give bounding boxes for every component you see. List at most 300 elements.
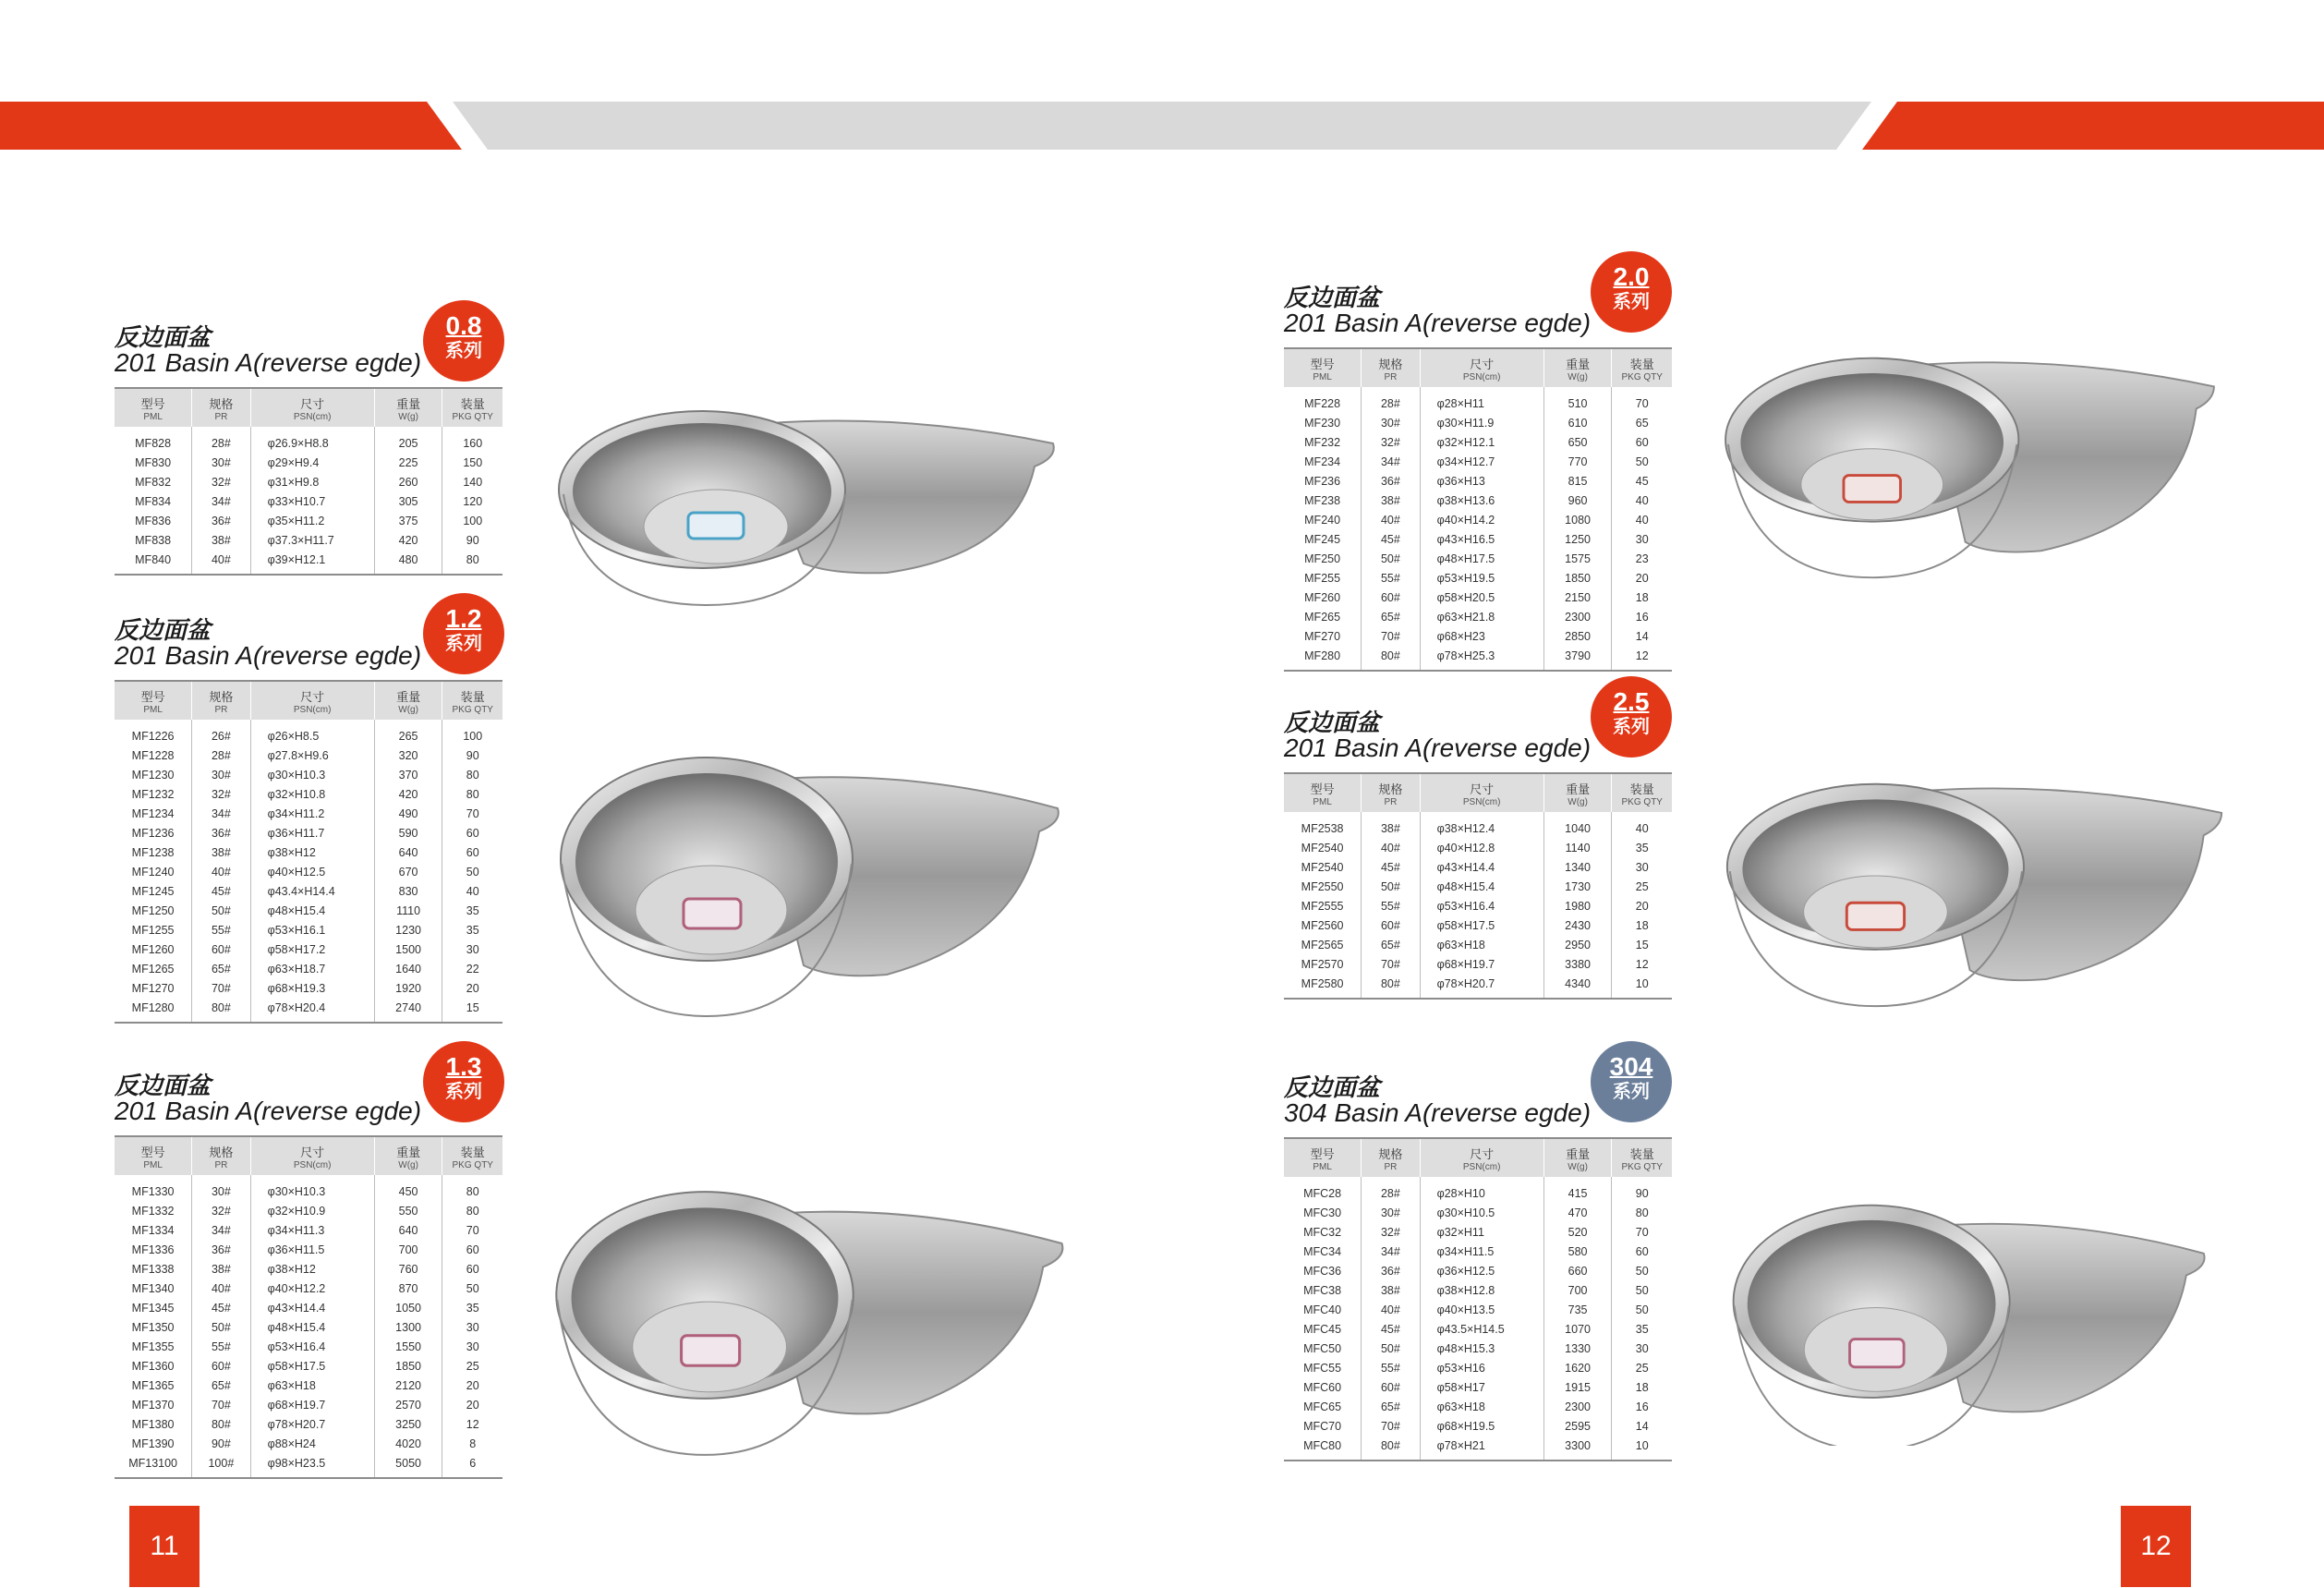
- table-row: [1284, 975, 1672, 999]
- dimension-cell: φ98×H23.5: [250, 1454, 374, 1478]
- series-badge: [423, 300, 504, 382]
- model-cell: MF270: [1304, 630, 1341, 643]
- weight-cell: 640: [374, 843, 442, 863]
- package-qty-cell: 35: [442, 921, 502, 940]
- dimension-cell: φ34×H11.5: [1420, 1243, 1543, 1262]
- model-cell: MF1330: [131, 1185, 175, 1198]
- dimension-cell: φ40×H14.2: [1420, 511, 1543, 530]
- spec-table-header: [1284, 773, 1672, 812]
- table-row: [1284, 897, 1672, 916]
- series-badge: [1591, 251, 1672, 333]
- size-code-cell: 38#: [192, 843, 250, 863]
- package-qty-cell: 60: [1612, 433, 1672, 453]
- package-qty-cell: 18: [1612, 1378, 1672, 1398]
- weight-cell: 2740: [374, 999, 442, 1023]
- model-cell: MFC36: [1303, 1265, 1342, 1278]
- dimension-cell: φ28×H11: [1420, 387, 1543, 414]
- column-header: [250, 1136, 374, 1175]
- package-qty-cell: 10: [1612, 1436, 1672, 1461]
- size-code-cell: 38#: [192, 531, 250, 551]
- size-code-cell: 38#: [192, 1260, 250, 1279]
- dimension-cell: φ26×H8.5: [250, 720, 374, 746]
- dimension-cell: φ53×H16.4: [1420, 897, 1543, 916]
- dimension-cell: φ43×H14.4: [250, 1299, 374, 1318]
- section-title-en: 201 Basin A(reverse egde): [115, 641, 422, 670]
- weight-cell: 3790: [1543, 647, 1612, 671]
- dimension-cell: φ39×H12.1: [250, 551, 374, 575]
- column-header: [1420, 773, 1543, 812]
- model-cell: MF1355: [131, 1340, 175, 1353]
- table-row: [1284, 1359, 1672, 1378]
- column-header-en: PR: [214, 412, 228, 422]
- model-cell: MFC32: [1303, 1226, 1342, 1239]
- model-cell: MF828: [135, 437, 172, 450]
- table-row: [1284, 1398, 1672, 1417]
- weight-cell: 265: [374, 720, 442, 746]
- dimension-cell: φ58×H20.5: [1420, 588, 1543, 608]
- dimension-cell: φ30×H10.3: [250, 1175, 374, 1202]
- size-code-cell: 30#: [192, 1175, 250, 1202]
- package-qty-cell: 18: [1612, 916, 1672, 936]
- series-badge-label: 系列: [1613, 1080, 1650, 1102]
- size-code-cell: 36#: [1362, 472, 1420, 491]
- section-title-zh: 反边面盆: [1284, 1074, 1381, 1102]
- spec-table-header: [115, 1136, 502, 1175]
- model-cell: MFC45: [1303, 1323, 1342, 1336]
- model-cell: MF2565: [1301, 939, 1344, 952]
- model-cell: MF1230: [131, 769, 175, 782]
- model-cell: MF834: [135, 495, 172, 508]
- weight-cell: 3380: [1543, 955, 1612, 975]
- column-header-en: W(g): [398, 412, 418, 422]
- model-cell: MFC60: [1303, 1381, 1342, 1394]
- section-title-zh: 反边面盆: [115, 324, 212, 352]
- dimension-cell: φ37.3×H11.7: [250, 531, 374, 551]
- table-row: [115, 746, 502, 766]
- dimension-cell: φ36×H11.5: [250, 1241, 374, 1260]
- size-code-cell: 30#: [192, 454, 250, 473]
- weight-cell: 870: [374, 1279, 442, 1299]
- dimension-cell: φ38×H12: [250, 1260, 374, 1279]
- basin-photo-304: [1727, 1201, 2217, 1446]
- weight-cell: 2570: [374, 1396, 442, 1415]
- dimension-cell: φ53×H16.1: [250, 921, 374, 940]
- table-row: [115, 1241, 502, 1260]
- size-code-cell: 30#: [1362, 1204, 1420, 1223]
- model-cell: MF1360: [131, 1360, 175, 1373]
- size-code-cell: 45#: [192, 882, 250, 902]
- model-cell: MF234: [1304, 455, 1341, 468]
- series-badge-number: 1.2: [445, 604, 482, 633]
- table-row: [1284, 1339, 1672, 1359]
- weight-cell: 2300: [1543, 608, 1612, 627]
- column-header-zh: 装量: [460, 691, 485, 705]
- table-row: [115, 863, 502, 882]
- weight-cell: 320: [374, 746, 442, 766]
- table-row: [1284, 453, 1672, 472]
- column-header-zh: 装量: [1629, 783, 1654, 797]
- model-cell: MF1270: [131, 982, 175, 995]
- size-code-cell: 30#: [192, 766, 250, 785]
- package-qty-cell: 60: [1612, 1243, 1672, 1262]
- size-code-cell: 28#: [1362, 387, 1420, 414]
- table-row: [115, 882, 502, 902]
- column-header-zh: 型号: [140, 691, 165, 705]
- table-row: [115, 454, 502, 473]
- column-header-zh: 规格: [209, 691, 234, 705]
- dimension-cell: φ32×H10.9: [250, 1202, 374, 1221]
- size-code-cell: 55#: [1362, 897, 1420, 916]
- size-code-cell: 28#: [192, 746, 250, 766]
- package-qty-cell: 12: [442, 1415, 502, 1435]
- weight-cell: 2430: [1543, 916, 1612, 936]
- size-code-cell: 80#: [192, 999, 250, 1023]
- column-header: [374, 1136, 442, 1175]
- column-header-zh: 装量: [1629, 1148, 1654, 1162]
- column-header-zh: 型号: [140, 398, 165, 412]
- column-header-zh: 重量: [1566, 1148, 1591, 1162]
- weight-cell: 670: [374, 863, 442, 882]
- weight-cell: 1575: [1543, 550, 1612, 569]
- package-qty-cell: 50: [442, 1279, 502, 1299]
- dimension-cell: φ27.8×H9.6: [250, 746, 374, 766]
- dimension-cell: φ32×H10.8: [250, 785, 374, 805]
- size-code-cell: 36#: [192, 512, 250, 531]
- size-code-cell: 32#: [192, 1202, 250, 1221]
- package-qty-cell: 70: [442, 805, 502, 824]
- package-qty-cell: 23: [1612, 550, 1672, 569]
- package-qty-cell: 10: [1612, 975, 1672, 999]
- package-qty-cell: 30: [442, 1338, 502, 1357]
- size-code-cell: 34#: [192, 805, 250, 824]
- column-header-en: W(g): [398, 1160, 418, 1170]
- size-code-cell: 60#: [1362, 916, 1420, 936]
- table-row: [1284, 1262, 1672, 1281]
- dimension-cell: φ43×H14.4: [1420, 858, 1543, 878]
- column-header-zh: 装量: [1629, 358, 1654, 372]
- dimension-cell: φ35×H11.2: [250, 512, 374, 531]
- package-qty-cell: 25: [442, 1357, 502, 1376]
- dimension-cell: φ28×H10: [1420, 1177, 1543, 1204]
- package-qty-cell: 50: [442, 863, 502, 882]
- column-header-en: PML: [143, 412, 163, 422]
- model-cell: MF1336: [131, 1243, 175, 1256]
- section-title-en: 201 Basin A(reverse egde): [1284, 733, 1592, 762]
- series-badge-number: 2.5: [1613, 687, 1650, 716]
- spec-table: [115, 1135, 502, 1479]
- model-cell: MF2550: [1301, 880, 1344, 893]
- column-header-en: PKG QTY: [452, 705, 493, 715]
- weight-cell: 205: [374, 427, 442, 454]
- model-cell: MF1370: [131, 1399, 175, 1412]
- model-cell: MFC30: [1303, 1206, 1342, 1219]
- weight-cell: 650: [1543, 433, 1612, 453]
- model-cell: MF260: [1304, 591, 1341, 604]
- page-number-left: 11: [129, 1506, 200, 1587]
- model-cell: MF245: [1304, 533, 1341, 546]
- table-row: [1284, 839, 1672, 858]
- dimension-cell: φ68×H19.5: [1420, 1417, 1543, 1436]
- package-qty-cell: 25: [1612, 1359, 1672, 1378]
- model-cell: MF230: [1304, 417, 1341, 430]
- weight-cell: 375: [374, 512, 442, 531]
- size-code-cell: 60#: [1362, 1378, 1420, 1398]
- package-qty-cell: 14: [1612, 1417, 1672, 1436]
- package-qty-cell: 80: [442, 1175, 502, 1202]
- model-cell: MFC34: [1303, 1245, 1342, 1258]
- dimension-cell: φ63×H18: [1420, 1398, 1543, 1417]
- table-row: [115, 720, 502, 746]
- package-qty-cell: 140: [442, 473, 502, 492]
- column-header-en: PML: [1313, 372, 1332, 382]
- table-row: [115, 1299, 502, 1318]
- weight-cell: 735: [1543, 1301, 1612, 1320]
- package-qty-cell: 35: [1612, 839, 1672, 858]
- weight-cell: 1250: [1543, 530, 1612, 550]
- column-header-en: PKG QTY: [1621, 372, 1663, 382]
- table-row: [1284, 472, 1672, 491]
- section-title-zh: 反边面盆: [1284, 285, 1381, 312]
- column-header: [1543, 348, 1612, 387]
- model-cell: MF1334: [131, 1224, 175, 1237]
- spec-table-header: [115, 388, 502, 427]
- table-row: [1284, 1436, 1672, 1461]
- size-code-cell: 60#: [192, 940, 250, 960]
- header-band-left: [0, 102, 462, 150]
- model-cell: MF1228: [131, 749, 175, 762]
- package-qty-cell: 50: [1612, 1262, 1672, 1281]
- model-cell: MF2560: [1301, 919, 1344, 932]
- column-header-zh: 重量: [1566, 358, 1591, 372]
- dimension-cell: φ78×H21: [1420, 1436, 1543, 1461]
- size-code-cell: 28#: [1362, 1177, 1420, 1204]
- dimension-cell: φ68×H19.3: [250, 979, 374, 999]
- column-header-en: PML: [1313, 1162, 1332, 1172]
- dimension-cell: φ40×H13.5: [1420, 1301, 1543, 1320]
- table-row: [1284, 812, 1672, 839]
- table-row: [115, 1357, 502, 1376]
- weight-cell: 1850: [1543, 569, 1612, 588]
- weight-cell: 480: [374, 551, 442, 575]
- column-header: [1543, 773, 1612, 812]
- package-qty-cell: 35: [1612, 1320, 1672, 1339]
- column-header: [1362, 773, 1420, 812]
- dimension-cell: φ36×H13: [1420, 472, 1543, 491]
- table-row: [115, 921, 502, 940]
- dimension-cell: φ48×H17.5: [1420, 550, 1543, 569]
- table-row: [1284, 858, 1672, 878]
- column-header-en: PKG QTY: [452, 412, 493, 422]
- dimension-cell: φ88×H24: [250, 1435, 374, 1454]
- column-header-en: PSN(cm): [1462, 372, 1501, 382]
- table-row: [1284, 433, 1672, 453]
- size-code-cell: 80#: [192, 1415, 250, 1435]
- size-code-cell: 65#: [1362, 1398, 1420, 1417]
- table-row: [115, 1221, 502, 1241]
- package-qty-cell: 45: [1612, 472, 1672, 491]
- package-qty-cell: 20: [1612, 897, 1672, 916]
- table-row: [115, 824, 502, 843]
- dimension-cell: φ38×H12: [250, 843, 374, 863]
- model-cell: MF255: [1304, 572, 1341, 585]
- size-code-cell: 65#: [192, 960, 250, 979]
- section-title-en: 201 Basin A(reverse egde): [115, 348, 422, 377]
- table-row: [115, 999, 502, 1023]
- column-header: [192, 1136, 250, 1175]
- size-code-cell: 40#: [1362, 839, 1420, 858]
- weight-cell: 1730: [1543, 878, 1612, 897]
- model-cell: MF2580: [1284, 975, 1362, 999]
- dimension-cell: φ68×H23: [1420, 627, 1543, 647]
- model-cell: MF830: [135, 456, 172, 469]
- column-header: [115, 1136, 192, 1175]
- series-badge-number: 2.0: [1613, 262, 1650, 291]
- model-cell: MF228: [1304, 397, 1341, 410]
- size-code-cell: 45#: [1362, 530, 1420, 550]
- dimension-cell: φ48×H15.4: [250, 1318, 374, 1338]
- dimension-cell: φ58×H17.2: [250, 940, 374, 960]
- size-code-cell: 36#: [192, 824, 250, 843]
- column-header-zh: 型号: [140, 1146, 165, 1160]
- model-cell: MF2540: [1301, 861, 1344, 874]
- model-cell: MF1365: [131, 1379, 175, 1392]
- spec-table-header: [1284, 348, 1672, 387]
- table-row: [1284, 530, 1672, 550]
- weight-cell: 1300: [374, 1318, 442, 1338]
- weight-cell: 770: [1543, 453, 1612, 472]
- column-header-en: PR: [214, 705, 228, 715]
- weight-cell: 260: [374, 473, 442, 492]
- model-cell: MF1245: [131, 885, 175, 898]
- table-row: [1284, 878, 1672, 897]
- model-cell: MF1236: [131, 827, 175, 840]
- weight-cell: 2120: [374, 1376, 442, 1396]
- weight-cell: 1070: [1543, 1320, 1612, 1339]
- size-code-cell: 45#: [1362, 1320, 1420, 1339]
- column-header: [374, 681, 442, 720]
- size-code-cell: 40#: [1362, 511, 1420, 530]
- dimension-cell: φ30×H10.5: [1420, 1204, 1543, 1223]
- weight-cell: 305: [374, 492, 442, 512]
- table-row: [115, 785, 502, 805]
- column-header: [1612, 348, 1672, 387]
- column-header-zh: 尺寸: [1470, 358, 1495, 372]
- column-header-zh: 型号: [1310, 783, 1335, 797]
- column-header-en: W(g): [1567, 1162, 1588, 1172]
- weight-cell: 2150: [1543, 588, 1612, 608]
- table-row: [1284, 1320, 1672, 1339]
- column-header: [1420, 1138, 1543, 1177]
- column-header: [1284, 348, 1362, 387]
- weight-cell: 420: [374, 785, 442, 805]
- weight-cell: 640: [374, 1221, 442, 1241]
- basin-photo-2-5: [1723, 776, 2226, 1012]
- dimension-cell: φ63×H18.7: [250, 960, 374, 979]
- basin-photo-2-0: [1718, 351, 2221, 582]
- series-badge: [1591, 676, 1672, 758]
- dimension-cell: φ48×H15.4: [250, 902, 374, 921]
- weight-cell: 1920: [374, 979, 442, 999]
- column-header: [374, 388, 442, 427]
- dimension-cell: φ34×H12.7: [1420, 453, 1543, 472]
- size-code-cell: 38#: [1362, 491, 1420, 511]
- column-header-en: PR: [1384, 797, 1398, 807]
- spec-table: [1284, 347, 1672, 672]
- column-header-zh: 规格: [209, 1146, 234, 1160]
- table-row: [1284, 569, 1672, 588]
- size-code-cell: 45#: [1362, 858, 1420, 878]
- spec-table: [1284, 1137, 1672, 1461]
- package-qty-cell: 30: [1612, 1339, 1672, 1359]
- table-row: [1284, 1417, 1672, 1436]
- spec-table-header: [1284, 1138, 1672, 1177]
- package-qty-cell: 20: [1612, 569, 1672, 588]
- dimension-cell: φ58×H17.5: [1420, 916, 1543, 936]
- dimension-cell: φ78×H20.7: [1420, 975, 1543, 999]
- series-badge: [423, 1041, 504, 1122]
- package-qty-cell: 30: [1612, 858, 1672, 878]
- package-qty-cell: 40: [442, 882, 502, 902]
- column-header-zh: 重量: [396, 691, 421, 705]
- weight-cell: 470: [1543, 1204, 1612, 1223]
- column-header: [115, 388, 192, 427]
- table-row: [115, 473, 502, 492]
- model-cell: MF265: [1304, 611, 1341, 624]
- table-row: [115, 512, 502, 531]
- column-header: [192, 681, 250, 720]
- dimension-cell: φ38×H13.6: [1420, 491, 1543, 511]
- table-row: [1284, 916, 1672, 936]
- spec-table: [115, 680, 502, 1024]
- model-cell: MF2540: [1301, 842, 1344, 855]
- column-header: [1284, 773, 1362, 812]
- column-header-en: PSN(cm): [1462, 1162, 1501, 1172]
- dimension-cell: φ58×H17: [1420, 1378, 1543, 1398]
- column-header: [442, 388, 502, 427]
- dimension-cell: φ31×H9.8: [250, 473, 374, 492]
- column-header-en: PSN(cm): [293, 412, 332, 422]
- column-header-en: PSN(cm): [293, 1160, 332, 1170]
- size-code-cell: 55#: [1362, 1359, 1420, 1378]
- column-header: [1612, 773, 1672, 812]
- dimension-cell: φ34×H11.3: [250, 1221, 374, 1241]
- weight-cell: 1330: [1543, 1339, 1612, 1359]
- column-header-zh: 尺寸: [1470, 783, 1495, 797]
- package-qty-cell: 150: [442, 454, 502, 473]
- weight-cell: 4020: [374, 1435, 442, 1454]
- weight-cell: 1080: [1543, 511, 1612, 530]
- model-cell: MF1338: [131, 1263, 175, 1276]
- size-code-cell: 60#: [192, 1357, 250, 1376]
- dimension-cell: φ63×H18: [1420, 936, 1543, 955]
- table-row: [1284, 1243, 1672, 1262]
- column-header-en: PSN(cm): [293, 705, 332, 715]
- series-badge: [423, 593, 504, 674]
- size-code-cell: 80#: [1362, 975, 1420, 999]
- weight-cell: 960: [1543, 491, 1612, 511]
- size-code-cell: 28#: [192, 427, 250, 454]
- column-header: [442, 1136, 502, 1175]
- model-cell: MFC55: [1303, 1362, 1342, 1375]
- weight-cell: 1915: [1543, 1378, 1612, 1398]
- weight-cell: 1550: [374, 1338, 442, 1357]
- column-header: [1362, 348, 1420, 387]
- model-cell: MF1232: [131, 788, 175, 801]
- weight-cell: 2595: [1543, 1417, 1612, 1436]
- column-header: [1543, 1138, 1612, 1177]
- model-cell: MF1390: [131, 1437, 175, 1450]
- dimension-cell: φ43.5×H14.5: [1420, 1320, 1543, 1339]
